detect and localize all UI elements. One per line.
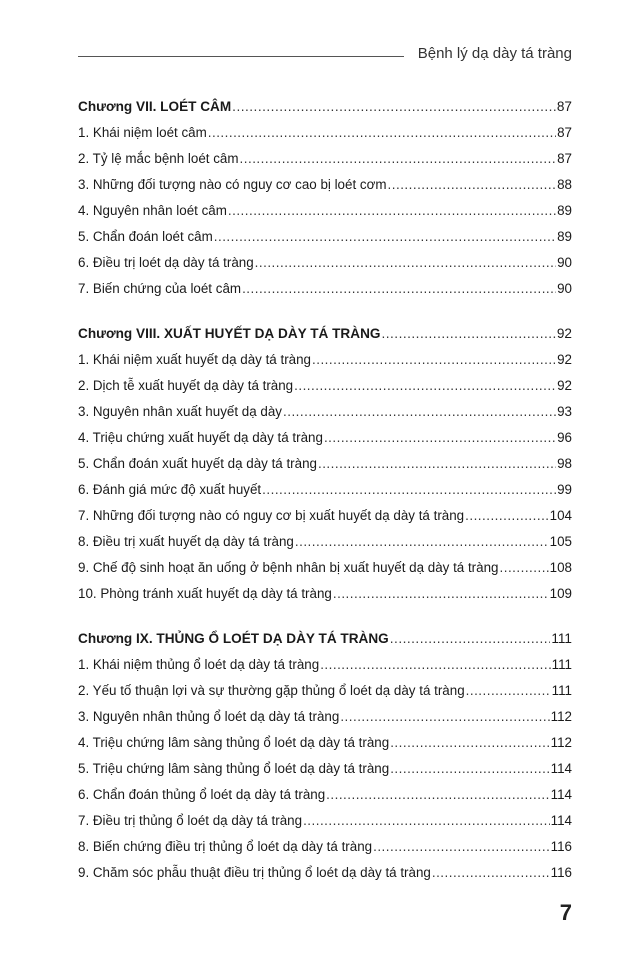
dot-leader [294,373,556,399]
toc-entry-page-number: 114 [550,761,572,776]
chapter-heading-page-number: 87 [556,99,572,114]
toc-entry-label: 3. Nguyên nhân xuất huyết dạ dày [78,404,282,419]
toc-entry [78,652,572,678]
toc-entry-label: 3. Những đối tượng nào có nguy cơ cao bị loét cơm [78,177,387,192]
running-header [78,40,572,70]
toc-entry-label: 2. Dịch tễ xuất huyết dạ dày tá tràng [78,378,294,393]
toc-entry-label: 7. Điều trị thủng ổ loét dạ dày tá tràng [78,813,303,828]
toc-entry-label: 6. Chẩn đoán thủng ổ loét dạ dày tá tràng [78,787,326,802]
toc-entry [78,555,572,581]
toc-entry [78,120,572,146]
toc-entry [78,678,572,704]
toc-entry [78,808,572,834]
toc-entry-page-number: 111 [551,657,572,672]
toc-entry-page-number: 114 [550,813,572,828]
toc-entry-page-number: 90 [557,281,572,296]
toc-entry-page-number: 116 [550,839,572,854]
chapter-heading-page-number: 92 [556,326,572,341]
dot-leader [255,250,556,276]
chapter-heading [78,626,572,652]
dot-leader [228,198,556,224]
toc-entry-page-number: 114 [550,787,572,802]
table-of-contents [78,94,572,905]
dot-leader [340,704,549,730]
toc-entry [78,250,572,276]
toc-entry-label: 2. Tỷ lệ mắc bệnh loét câm [78,151,239,166]
dot-leader [500,555,549,581]
toc-entry-label: 8. Điều trị xuất huyết dạ dày tá tràng [78,534,294,549]
page-number: 7 [559,900,572,925]
dot-leader [318,451,556,477]
toc-entry [78,834,572,860]
toc-entry-page-number: 112 [550,735,572,750]
toc-entry-label: 6. Đánh giá mức độ xuất huyết [78,482,262,497]
dot-leader [240,146,557,172]
toc-entry-page-number: 108 [549,560,572,575]
toc-entry-label: 4. Nguyên nhân loét câm [78,203,227,218]
toc-entry-label: 4. Triệu chứng xuất huyết dạ dày tá tràng [78,430,323,445]
toc-entry-label: 8. Biến chứng điều trị thủng ổ loét dạ dày tá tràng [78,839,373,854]
dot-leader [390,626,551,652]
toc-entry [78,860,572,886]
chapter-heading [78,321,572,347]
toc-entry [78,581,572,607]
chapter-heading-label: Chương IX. THỦNG Ổ LOÉT DẠ DÀY TÁ TRÀNG [78,631,389,646]
toc-entry [78,399,572,425]
toc-entry-page-number: 109 [549,586,572,601]
toc-entry-label: 7. Biến chứng của loét câm [78,281,242,296]
dot-leader [388,172,557,198]
dot-leader [390,756,549,782]
toc-entry [78,756,572,782]
toc-entry-page-number: 111 [551,683,572,698]
toc-entry-label: 2. Yếu tố thuận lợi và sự thường gặp thủng ổ loét dạ dày tá tràng [78,683,465,698]
toc-entry-label: 1. Khái niệm loét câm [78,125,207,140]
dot-leader [283,399,556,425]
toc-entry [78,373,572,399]
dot-leader [381,321,555,347]
toc-entry-label: 4. Triệu chứng lâm sàng thủng ổ loét dạ dày tá tràng [78,735,390,750]
toc-entry-label: 5. Triệu chứng lâm sàng thủng ổ loét dạ dày tá tràng [78,761,390,776]
toc-entry [78,451,572,477]
toc-entry-label: 9. Chế độ sinh hoạt ăn uống ở bệnh nhân bị xuất huyết dạ dày tá tràng [78,560,499,575]
toc-entry-label: 6. Điều trị loét dạ dày tá tràng [78,255,254,270]
chapter-block [78,626,572,886]
toc-entry-page-number: 96 [557,430,572,445]
toc-entry-page-number: 98 [557,456,572,471]
toc-entry [78,198,572,224]
toc-entry-page-number: 87 [557,125,572,140]
toc-entry [78,224,572,250]
dot-leader [466,678,551,704]
dot-leader [333,581,549,607]
toc-entry-page-number: 116 [550,865,572,880]
toc-entry [78,503,572,529]
toc-entry-label: 7. Những đối tượng nào có nguy cơ bị xuất huyết dạ dày tá tràng [78,508,465,523]
toc-entry-page-number: 93 [557,404,572,419]
dot-leader [232,94,556,120]
toc-entry-label: 10. Phòng tránh xuất huyết dạ dày tá tràng [78,586,332,601]
toc-entry [78,704,572,730]
dot-leader [373,834,550,860]
dot-leader [214,224,556,250]
chapter-heading [78,94,572,120]
header-rule [78,56,404,57]
dot-leader [295,529,549,555]
dot-leader [465,503,549,529]
toc-entry [78,730,572,756]
dot-leader [324,425,556,451]
toc-entry [78,276,572,302]
toc-entry [78,425,572,451]
toc-entry-page-number: 99 [557,482,572,497]
toc-entry [78,347,572,373]
toc-entry-label: 1. Khái niệm xuất huyết dạ dày tá tràng [78,352,311,367]
toc-entry-page-number: 89 [557,203,572,218]
dot-leader [303,808,550,834]
toc-entry-page-number: 90 [557,255,572,270]
toc-entry [78,477,572,503]
toc-entry-page-number: 104 [549,508,572,523]
toc-entry-page-number: 87 [557,151,572,166]
toc-entry-page-number: 105 [549,534,572,549]
toc-entry-label: 5. Chẩn đoán loét câm [78,229,213,244]
chapter-heading-label: Chương VIII. XUẤT HUYẾT DẠ DÀY TÁ TRÀNG [78,326,381,341]
dot-leader [312,347,556,373]
dot-leader [326,782,549,808]
dot-leader [208,120,556,146]
toc-entry [78,782,572,808]
header-title: Bệnh lý dạ dày tá tràng [417,45,572,62]
toc-entry [78,172,572,198]
chapter-block [78,94,572,302]
chapter-heading-page-number: 111 [551,631,572,646]
toc-entry [78,529,572,555]
toc-entry-page-number: 92 [557,378,572,393]
toc-entry-label: 3. Nguyên nhân thủng ổ loét dạ dày tá tràng [78,709,340,724]
chapter-block [78,321,572,607]
dot-leader [262,477,556,503]
toc-entry-page-number: 89 [557,229,572,244]
toc-entry [78,146,572,172]
toc-entry-label: 5. Chẩn đoán xuất huyết dạ dày tá tràng [78,456,317,471]
dot-leader [390,730,549,756]
toc-entry-page-number: 112 [550,709,572,724]
toc-entry-label: 1. Khái niệm thủng ổ loét dạ dày tá tràng [78,657,320,672]
dot-leader [432,860,550,886]
toc-entry-label: 9. Chăm sóc phẫu thuật điều trị thủng ổ loét dạ dày tá tràng [78,865,431,880]
dot-leader [242,276,556,302]
chapter-heading-label: Chương VII. LOÉT CÂM [78,99,232,114]
toc-entry-page-number: 88 [557,177,572,192]
toc-entry-page-number: 92 [557,352,572,367]
dot-leader [320,652,550,678]
